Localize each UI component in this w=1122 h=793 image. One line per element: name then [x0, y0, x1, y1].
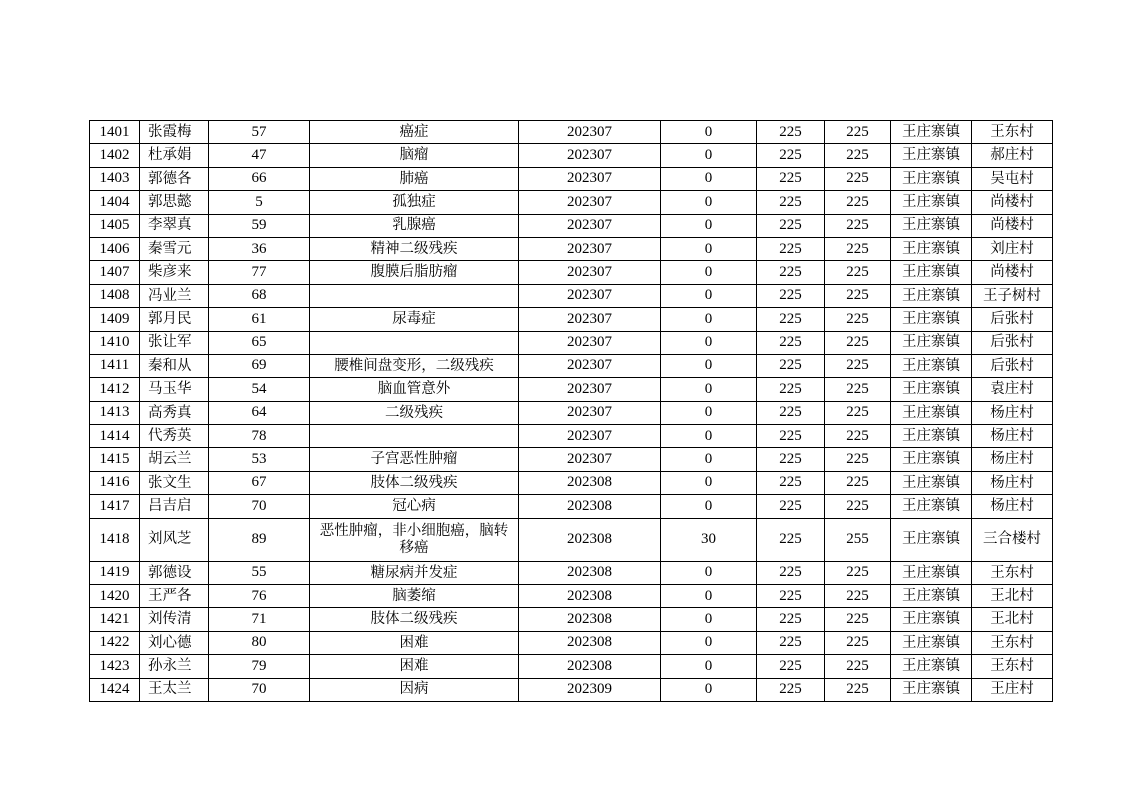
cell-age: 70	[209, 678, 310, 701]
cell-month: 202307	[519, 191, 661, 214]
cell-village: 后张村	[972, 331, 1053, 354]
cell-total: 225	[825, 448, 891, 471]
cell-town: 王庄寨镇	[891, 121, 972, 144]
cell-id: 1416	[90, 471, 140, 494]
cell-village: 三合楼村	[972, 518, 1053, 561]
cell-village: 尚楼村	[972, 214, 1053, 237]
cell-base: 225	[757, 308, 825, 331]
cell-id: 1412	[90, 378, 140, 401]
cell-id: 1410	[90, 331, 140, 354]
cell-reason: 二级残疾	[310, 401, 519, 424]
cell-village: 尚楼村	[972, 261, 1053, 284]
cell-town: 王庄寨镇	[891, 585, 972, 608]
table-row	[90, 261, 1053, 284]
cell-town: 王庄寨镇	[891, 561, 972, 584]
cell-base: 225	[757, 191, 825, 214]
cell-base: 225	[757, 585, 825, 608]
cell-town: 王庄寨镇	[891, 608, 972, 631]
cell-town: 王庄寨镇	[891, 261, 972, 284]
cell-id: 1401	[90, 121, 140, 144]
cell-month: 202307	[519, 354, 661, 377]
cell-reason: 癌症	[310, 121, 519, 144]
cell-total: 225	[825, 585, 891, 608]
cell-month: 202307	[519, 425, 661, 448]
cell-month: 202309	[519, 678, 661, 701]
cell-reason: 精神二级残疾	[310, 237, 519, 260]
table-row	[90, 495, 1053, 518]
cell-extra: 0	[661, 401, 757, 424]
cell-town: 王庄寨镇	[891, 495, 972, 518]
cell-total: 225	[825, 237, 891, 260]
cell-extra: 0	[661, 121, 757, 144]
cell-age: 59	[209, 214, 310, 237]
cell-total: 225	[825, 261, 891, 284]
cell-village: 王庄村	[972, 678, 1053, 701]
cell-age: 5	[209, 191, 310, 214]
cell-village: 后张村	[972, 354, 1053, 377]
cell-id: 1417	[90, 495, 140, 518]
cell-reason: 肺癌	[310, 167, 519, 190]
cell-extra: 0	[661, 144, 757, 167]
table-row	[90, 237, 1053, 260]
cell-total: 255	[825, 518, 891, 561]
cell-base: 225	[757, 608, 825, 631]
cell-total: 225	[825, 495, 891, 518]
cell-name: 李翠真	[140, 214, 209, 237]
cell-village: 尚楼村	[972, 191, 1053, 214]
cell-total: 225	[825, 308, 891, 331]
cell-base: 225	[757, 121, 825, 144]
cell-id: 1406	[90, 237, 140, 260]
cell-reason: 困难	[310, 655, 519, 678]
cell-month: 202307	[519, 237, 661, 260]
cell-age: 71	[209, 608, 310, 631]
cell-village: 王东村	[972, 561, 1053, 584]
cell-town: 王庄寨镇	[891, 378, 972, 401]
cell-extra: 0	[661, 631, 757, 654]
cell-reason: 冠心病	[310, 495, 519, 518]
cell-extra: 0	[661, 425, 757, 448]
cell-month: 202307	[519, 121, 661, 144]
cell-reason	[310, 284, 519, 307]
cell-base: 225	[757, 401, 825, 424]
cell-name: 柴彦来	[140, 261, 209, 284]
cell-total: 225	[825, 378, 891, 401]
cell-town: 王庄寨镇	[891, 354, 972, 377]
cell-town: 王庄寨镇	[891, 167, 972, 190]
table-row	[90, 308, 1053, 331]
cell-id: 1421	[90, 608, 140, 631]
cell-base: 225	[757, 354, 825, 377]
table-row	[90, 425, 1053, 448]
cell-base: 225	[757, 284, 825, 307]
cell-month: 202308	[519, 655, 661, 678]
cell-town: 王庄寨镇	[891, 237, 972, 260]
cell-total: 225	[825, 401, 891, 424]
cell-village: 王北村	[972, 608, 1053, 631]
cell-total: 225	[825, 331, 891, 354]
table-row	[90, 354, 1053, 377]
cell-reason	[310, 331, 519, 354]
cell-name: 郭月民	[140, 308, 209, 331]
cell-id: 1404	[90, 191, 140, 214]
cell-extra: 0	[661, 167, 757, 190]
cell-reason: 腹膜后脂肪瘤	[310, 261, 519, 284]
cell-age: 79	[209, 655, 310, 678]
cell-age: 78	[209, 425, 310, 448]
cell-village: 袁庄村	[972, 378, 1053, 401]
cell-name: 刘风芝	[140, 518, 209, 561]
cell-reason: 困难	[310, 631, 519, 654]
table-body	[90, 121, 1053, 702]
cell-reason: 脑瘤	[310, 144, 519, 167]
cell-town: 王庄寨镇	[891, 284, 972, 307]
cell-extra: 0	[661, 585, 757, 608]
cell-month: 202307	[519, 308, 661, 331]
cell-name: 马玉华	[140, 378, 209, 401]
cell-base: 225	[757, 678, 825, 701]
table-row	[90, 448, 1053, 471]
cell-name: 王严各	[140, 585, 209, 608]
table-row	[90, 144, 1053, 167]
cell-extra: 0	[661, 354, 757, 377]
cell-base: 225	[757, 471, 825, 494]
cell-month: 202307	[519, 331, 661, 354]
cell-name: 代秀英	[140, 425, 209, 448]
cell-reason: 脑萎缩	[310, 585, 519, 608]
cell-reason	[310, 425, 519, 448]
cell-id: 1407	[90, 261, 140, 284]
cell-extra: 0	[661, 237, 757, 260]
table-row	[90, 678, 1053, 701]
cell-month: 202308	[519, 585, 661, 608]
cell-id: 1424	[90, 678, 140, 701]
table-row	[90, 631, 1053, 654]
cell-id: 1422	[90, 631, 140, 654]
cell-village: 郝庄村	[972, 144, 1053, 167]
cell-name: 高秀真	[140, 401, 209, 424]
cell-town: 王庄寨镇	[891, 144, 972, 167]
cell-month: 202307	[519, 401, 661, 424]
cell-month: 202308	[519, 518, 661, 561]
cell-base: 225	[757, 518, 825, 561]
cell-extra: 0	[661, 308, 757, 331]
cell-age: 65	[209, 331, 310, 354]
cell-town: 王庄寨镇	[891, 425, 972, 448]
table-row	[90, 214, 1053, 237]
cell-month: 202307	[519, 448, 661, 471]
cell-village: 杨庄村	[972, 471, 1053, 494]
cell-extra: 0	[661, 448, 757, 471]
table-row	[90, 191, 1053, 214]
table-row	[90, 167, 1053, 190]
table-row	[90, 518, 1053, 561]
cell-base: 225	[757, 167, 825, 190]
cell-base: 225	[757, 214, 825, 237]
table-row	[90, 585, 1053, 608]
cell-name: 刘传清	[140, 608, 209, 631]
table-row	[90, 284, 1053, 307]
cell-base: 225	[757, 561, 825, 584]
cell-village: 杨庄村	[972, 401, 1053, 424]
cell-reason: 肢体二级残疾	[310, 471, 519, 494]
cell-month: 202307	[519, 261, 661, 284]
cell-village: 刘庄村	[972, 237, 1053, 260]
cell-age: 61	[209, 308, 310, 331]
cell-total: 225	[825, 425, 891, 448]
cell-reason: 因病	[310, 678, 519, 701]
cell-name: 胡云兰	[140, 448, 209, 471]
cell-id: 1402	[90, 144, 140, 167]
cell-month: 202307	[519, 284, 661, 307]
cell-extra: 0	[661, 191, 757, 214]
cell-town: 王庄寨镇	[891, 191, 972, 214]
cell-extra: 0	[661, 608, 757, 631]
cell-extra: 30	[661, 518, 757, 561]
cell-reason: 脑血管意外	[310, 378, 519, 401]
cell-name: 张让军	[140, 331, 209, 354]
cell-age: 66	[209, 167, 310, 190]
cell-base: 225	[757, 378, 825, 401]
cell-id: 1413	[90, 401, 140, 424]
cell-total: 225	[825, 144, 891, 167]
cell-total: 225	[825, 284, 891, 307]
cell-age: 70	[209, 495, 310, 518]
cell-reason: 尿毒症	[310, 308, 519, 331]
cell-name: 冯业兰	[140, 284, 209, 307]
cell-id: 1405	[90, 214, 140, 237]
cell-age: 53	[209, 448, 310, 471]
cell-id: 1415	[90, 448, 140, 471]
cell-name: 吕吉启	[140, 495, 209, 518]
cell-name: 杜承娟	[140, 144, 209, 167]
cell-extra: 0	[661, 331, 757, 354]
cell-town: 王庄寨镇	[891, 471, 972, 494]
cell-total: 225	[825, 167, 891, 190]
cell-village: 王东村	[972, 121, 1053, 144]
cell-town: 王庄寨镇	[891, 308, 972, 331]
cell-total: 225	[825, 608, 891, 631]
cell-extra: 0	[661, 678, 757, 701]
cell-reason: 恶性肿瘤，非小细胞癌，脑转移癌	[310, 518, 519, 561]
cell-town: 王庄寨镇	[891, 214, 972, 237]
cell-age: 77	[209, 261, 310, 284]
cell-total: 225	[825, 191, 891, 214]
cell-base: 225	[757, 237, 825, 260]
cell-total: 225	[825, 561, 891, 584]
cell-reason: 孤独症	[310, 191, 519, 214]
cell-id: 1418	[90, 518, 140, 561]
cell-name: 秦雪元	[140, 237, 209, 260]
cell-name: 秦和从	[140, 354, 209, 377]
table-row	[90, 121, 1053, 144]
table-row	[90, 561, 1053, 584]
cell-id: 1419	[90, 561, 140, 584]
cell-id: 1414	[90, 425, 140, 448]
cell-age: 68	[209, 284, 310, 307]
cell-month: 202308	[519, 471, 661, 494]
cell-month: 202307	[519, 378, 661, 401]
table-row	[90, 655, 1053, 678]
cell-name: 张文生	[140, 471, 209, 494]
cell-total: 225	[825, 678, 891, 701]
cell-name: 孙永兰	[140, 655, 209, 678]
cell-name: 刘心德	[140, 631, 209, 654]
cell-id: 1408	[90, 284, 140, 307]
table-row	[90, 401, 1053, 424]
cell-village: 吴屯村	[972, 167, 1053, 190]
cell-village: 后张村	[972, 308, 1053, 331]
cell-extra: 0	[661, 284, 757, 307]
cell-town: 王庄寨镇	[891, 678, 972, 701]
cell-base: 225	[757, 655, 825, 678]
cell-id: 1403	[90, 167, 140, 190]
cell-extra: 0	[661, 655, 757, 678]
cell-age: 64	[209, 401, 310, 424]
cell-name: 王太兰	[140, 678, 209, 701]
cell-extra: 0	[661, 261, 757, 284]
table-row	[90, 331, 1053, 354]
cell-name: 张霞梅	[140, 121, 209, 144]
cell-month: 202307	[519, 214, 661, 237]
cell-reason: 腰椎间盘变形，二级残疾	[310, 354, 519, 377]
cell-month: 202308	[519, 631, 661, 654]
cell-village: 杨庄村	[972, 448, 1053, 471]
cell-village: 杨庄村	[972, 425, 1053, 448]
cell-name: 郭思懿	[140, 191, 209, 214]
cell-reason: 糖尿病并发症	[310, 561, 519, 584]
cell-age: 69	[209, 354, 310, 377]
cell-town: 王庄寨镇	[891, 401, 972, 424]
cell-reason: 子宫恶性肿瘤	[310, 448, 519, 471]
table-row	[90, 378, 1053, 401]
cell-month: 202308	[519, 608, 661, 631]
cell-town: 王庄寨镇	[891, 631, 972, 654]
cell-name: 郭德设	[140, 561, 209, 584]
cell-month: 202308	[519, 495, 661, 518]
cell-base: 225	[757, 448, 825, 471]
data-table	[89, 120, 1053, 702]
cell-base: 225	[757, 144, 825, 167]
cell-town: 王庄寨镇	[891, 331, 972, 354]
cell-age: 89	[209, 518, 310, 561]
cell-base: 225	[757, 495, 825, 518]
cell-town: 王庄寨镇	[891, 518, 972, 561]
cell-name: 郭德各	[140, 167, 209, 190]
table-row	[90, 471, 1053, 494]
cell-village: 王东村	[972, 655, 1053, 678]
cell-extra: 0	[661, 378, 757, 401]
cell-total: 225	[825, 214, 891, 237]
cell-month: 202307	[519, 144, 661, 167]
cell-id: 1409	[90, 308, 140, 331]
cell-extra: 0	[661, 214, 757, 237]
cell-age: 47	[209, 144, 310, 167]
cell-village: 王北村	[972, 585, 1053, 608]
cell-total: 225	[825, 471, 891, 494]
cell-age: 57	[209, 121, 310, 144]
cell-id: 1423	[90, 655, 140, 678]
cell-id: 1411	[90, 354, 140, 377]
cell-base: 225	[757, 331, 825, 354]
cell-base: 225	[757, 261, 825, 284]
cell-total: 225	[825, 354, 891, 377]
cell-extra: 0	[661, 495, 757, 518]
cell-extra: 0	[661, 561, 757, 584]
cell-age: 80	[209, 631, 310, 654]
cell-total: 225	[825, 655, 891, 678]
cell-town: 王庄寨镇	[891, 448, 972, 471]
cell-total: 225	[825, 121, 891, 144]
cell-age: 54	[209, 378, 310, 401]
cell-reason: 肢体二级残疾	[310, 608, 519, 631]
cell-age: 55	[209, 561, 310, 584]
cell-reason: 乳腺癌	[310, 214, 519, 237]
cell-id: 1420	[90, 585, 140, 608]
cell-month: 202308	[519, 561, 661, 584]
cell-village: 王子树村	[972, 284, 1053, 307]
cell-village: 王东村	[972, 631, 1053, 654]
cell-age: 67	[209, 471, 310, 494]
cell-month: 202307	[519, 167, 661, 190]
cell-age: 36	[209, 237, 310, 260]
cell-base: 225	[757, 425, 825, 448]
table-row	[90, 608, 1053, 631]
cell-age: 76	[209, 585, 310, 608]
cell-base: 225	[757, 631, 825, 654]
cell-town: 王庄寨镇	[891, 655, 972, 678]
cell-extra: 0	[661, 471, 757, 494]
cell-village: 杨庄村	[972, 495, 1053, 518]
cell-total: 225	[825, 631, 891, 654]
